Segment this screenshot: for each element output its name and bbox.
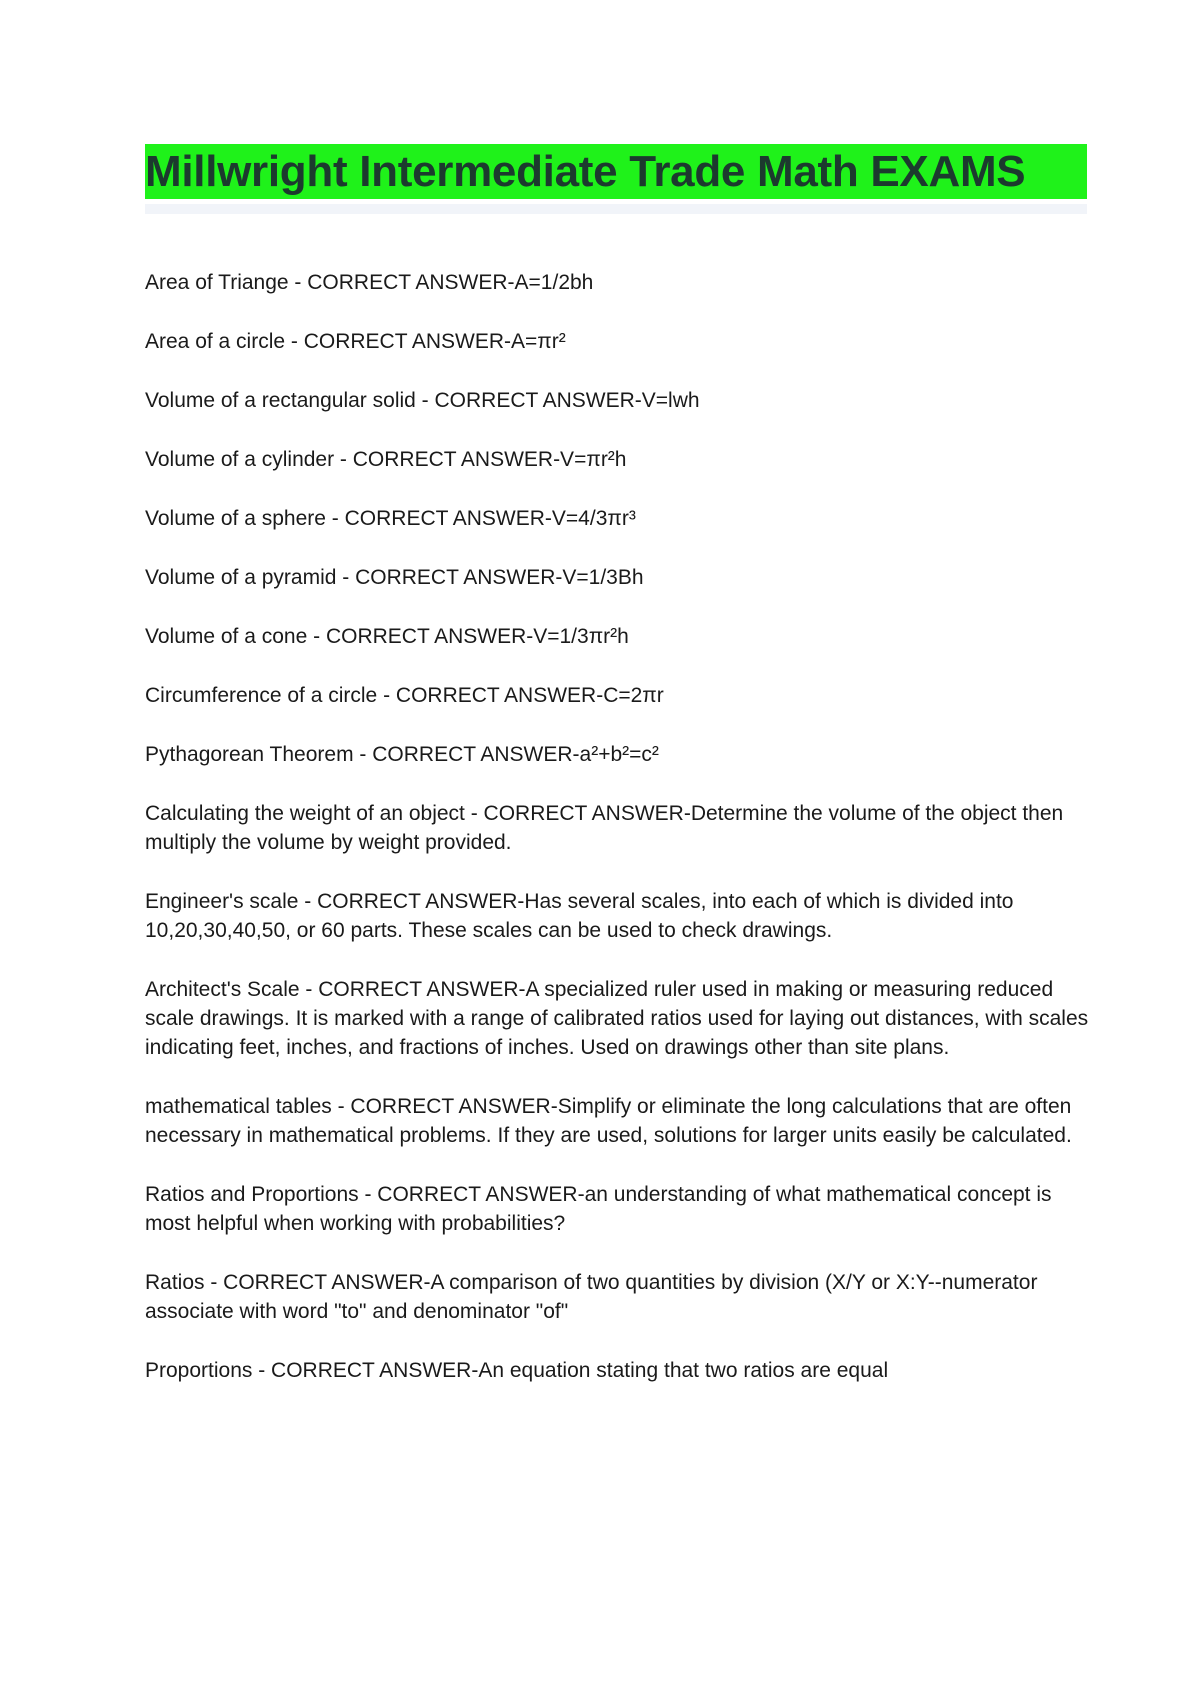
qa-entry: Volume of a pyramid - CORRECT ANSWER-V=1/3Bh	[145, 566, 644, 589]
qa-entry: Proportions - CORRECT ANSWER-An equation stating that two ratios are equal	[145, 1359, 889, 1382]
qa-entry: Volume of a cylinder - CORRECT ANSWER-V=πr²h	[145, 448, 627, 471]
qa-entry: Volume of a rectangular solid - CORRECT ANSWER-V=lwh	[145, 389, 700, 412]
document-title: Millwright Intermediate Trade Math EXAMS	[145, 144, 1087, 199]
qa-entry: Circumference of a circle - CORRECT ANSWER-C=2πr	[145, 684, 664, 707]
qa-entry: mathematical tables - CORRECT ANSWER-Simplify or eliminate the long calculations that are often necessary in mathematical problems. If they are used, solutions for larger units easily be calculated.	[145, 1095, 1072, 1147]
qa-entry: Architect's Scale - CORRECT ANSWER-A specialized ruler used in making or measuring reduced scale drawings. It is marked with a range of calibrated ratios used for laying out distances, with scales indicating feet, inches, and fractions of inches. Used on drawings other than site plans.	[145, 978, 1089, 1059]
title-block	[145, 144, 1087, 214]
qa-entry: Pythagorean Theorem - CORRECT ANSWER-a²+b²=c²	[145, 743, 659, 766]
title-underlay	[145, 204, 1087, 214]
qa-entry: Volume of a sphere - CORRECT ANSWER-V=4/3πr³	[145, 507, 636, 530]
qa-entry: Area of Triange - CORRECT ANSWER-A=1/2bh	[145, 271, 594, 294]
qa-entry: Ratios and Proportions - CORRECT ANSWER-an understanding of what mathematical concept is most helpful when working with probabilities?	[145, 1183, 1052, 1235]
qa-entry: Ratios - CORRECT ANSWER-A comparison of two quantities by division (X/Y or X:Y--numerator associate with word "to" and denominator "of"	[145, 1271, 1038, 1323]
qa-entry: Calculating the weight of an object - CORRECT ANSWER-Determine the volume of the object then multiply the volume by weight provided.	[145, 802, 1064, 854]
qa-list	[145, 268, 1090, 1415]
qa-entry: Engineer's scale - CORRECT ANSWER-Has several scales, into each of which is divided into 10,20,30,40,50, or 60 parts. These scales can be used to check drawings.	[145, 890, 1014, 942]
qa-entry: Area of a circle - CORRECT ANSWER-A=πr²	[145, 330, 566, 353]
qa-entry: Volume of a cone - CORRECT ANSWER-V=1/3πr²h	[145, 625, 629, 648]
